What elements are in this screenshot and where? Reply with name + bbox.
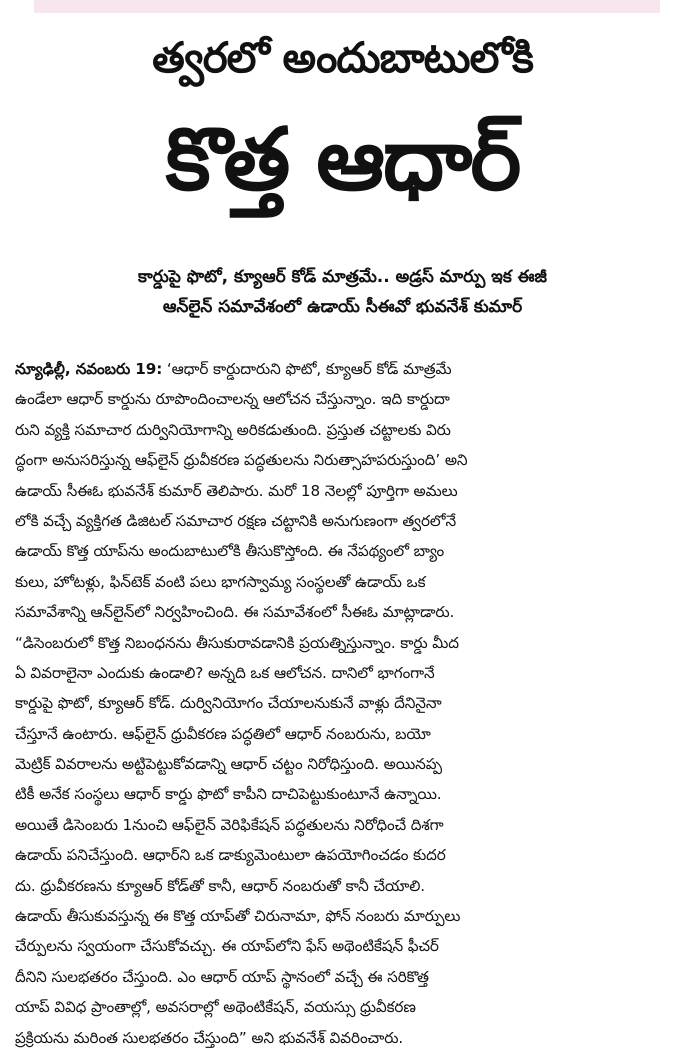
article-body bbox=[0, 354, 685, 1053]
body-line: కులు, హోటళ్లు, ఫిన్‌టెక్ వంటి పలు భాగస్వామ్య సంస్థలతో ఉడాయ్ ఒక bbox=[15, 572, 426, 591]
subheadline-line: కార్డుపై ఫొటో, క్యూఆర్ కోడ్ మాత్రమే.. అడ్రస్ మార్పు ఇక ఈజీ bbox=[138, 267, 547, 287]
main-headline: కొత్త ఆధార్ bbox=[165, 110, 520, 210]
body-line: లోకి వచ్చే వ్యక్తిగత డిజిటల్ సమాచార రక్షణ చట్టానికి అనుగుణంగా త్వరలోనే bbox=[15, 511, 457, 530]
body-line: కార్డుపై ఫొటో, క్యూఆర్ కోడ్. దుర్వినియోగం చేయాలనుకునే వాళ్లు దేనినైనా bbox=[15, 694, 442, 713]
body-line: ఉడాయ్ తీసుకువస్తున్న ఈ కొత్త యాప్‌తో చిరునామా, ఫోన్ నంబరు మార్పులు bbox=[15, 907, 461, 926]
body-line: దీనిని సులభతరం చేస్తుంది. ఎం ఆధార్ యాప్ స్థానంలో వచ్చే ఈ సరికొత్త bbox=[15, 967, 429, 986]
body-line: ఉడాయ్ సీఈఓ భువనేశ్ కుమార్ తెలిపారు. మరో 18 నెలల్లో పూర్తిగా అమలు bbox=[15, 481, 458, 500]
body-line: రుని వ్యక్తి సమాచార దుర్వినియోగాన్ని అరికడుతుంది. ప్రస్తుత చట్టాలకు విరు bbox=[15, 420, 451, 439]
body-line: అయితే డిసెంబరు 1నుంచి ఆఫ్‌లైన్ వెరిఫికేషన్ పద్ధతులను నిరోధించే దిశగా bbox=[15, 815, 444, 834]
body-line: “డిసెంబరులో కొత్త నిబంధనను తీసుకురావడానికి ప్రయత్నిస్తున్నాం. కార్డు మీద bbox=[15, 633, 459, 652]
body-line: చేర్పులను స్వయంగా చేసుకోవచ్చు. ఈ యాప్‌లోని ఫేస్ అథెంటికేషన్ ఫీచర్ bbox=[15, 937, 439, 956]
body-line: ఏ వివరాలైనా ఎందుకు ఉండాలి? అన్నది ఒక ఆలోచన. దానిలో భాగంగానే bbox=[15, 663, 435, 682]
body-line: ఉడాయ్ పనిచేస్తుంది. ఆధార్‌ని ఒక డాక్యుమెంటులా ఉపయోగించడం కుదర bbox=[15, 846, 446, 865]
kicker-headline: త్వరలో అందుబాటులోకి bbox=[152, 33, 533, 82]
body-line: ఉండేలా ఆధార్ కార్డును రూపొందించాలన్న ఆలోచన చేస్తున్నాం. ఇది కార్డుదా bbox=[15, 390, 450, 409]
body-line: మెట్రిక్ వివరాలను అట్టిపెట్టుకోవడాన్ని ఆధార్ చట్టం నిరోధిస్తుంది. అయినప్ప bbox=[15, 755, 442, 774]
body-line: యాప్ వివిధ ప్రాంతాల్లో, అవసరాల్లో అథెంటికేషన్, వయస్సు ధ్రువీకరణ bbox=[15, 998, 416, 1017]
body-line bbox=[0, 354, 665, 384]
top-color-strip bbox=[34, 0, 660, 13]
body-line: చేస్తూనే ఉంటారు. ఆఫ్‌లైన్ ధ్రువీకరణ పద్ధతిలో ఆధార్ నంబరును, బయో bbox=[15, 724, 431, 743]
body-line: ఉడాయ్ కొత్త యాప్‌ను అందుబాటులోకి తీసుకొస్తోంది. ఈ నేపథ్యంలో బ్యాం bbox=[15, 542, 445, 561]
body-line: ద్ధంగా అనుసరిస్తున్న ఆఫ్‌లైన్ ధ్రువీకరణ పద్ధతులను నిరుత్సాహపరుస్తుంది’ అని bbox=[15, 451, 468, 470]
body-line: టికీ అనేక సంస్థలు ఆధార్ కార్డు ఫొటో కాపీని దాచిపెట్టుకుంటూనే ఉన్నాయి. bbox=[15, 785, 442, 804]
dateline: న్యూఢిల్లీ, నవంబరు 19: bbox=[15, 360, 163, 378]
subheadline bbox=[0, 262, 685, 322]
subheadline-line: ఆన్‌లైన్ సమావేశంలో ఉడాయ్ సీఈవో భువనేశ్ కుమార్ bbox=[162, 297, 523, 317]
body-line: ప్రక్రియను మరింత సులభతరం చేస్తుంది” అని భువనేశ్ వివరించారు. bbox=[15, 1028, 404, 1047]
body-line: దు. ధ్రువీకరణను క్యూఆర్ కోడ్‌తో కానీ, ఆధార్ నంబరుతో కానీ చేయాలి. bbox=[15, 876, 425, 895]
body-line-text: ‘ఆధార్ కార్డుదారుని ఫొటో, క్యూఆర్ కోడ్ మాత్రమే bbox=[162, 360, 452, 378]
body-line: సమావేశాన్ని ఆన్‌లైన్‌లో నిర్వహించింది. ఈ సమావేశంలో సీఈఓ మాట్లాడారు. bbox=[15, 603, 455, 622]
